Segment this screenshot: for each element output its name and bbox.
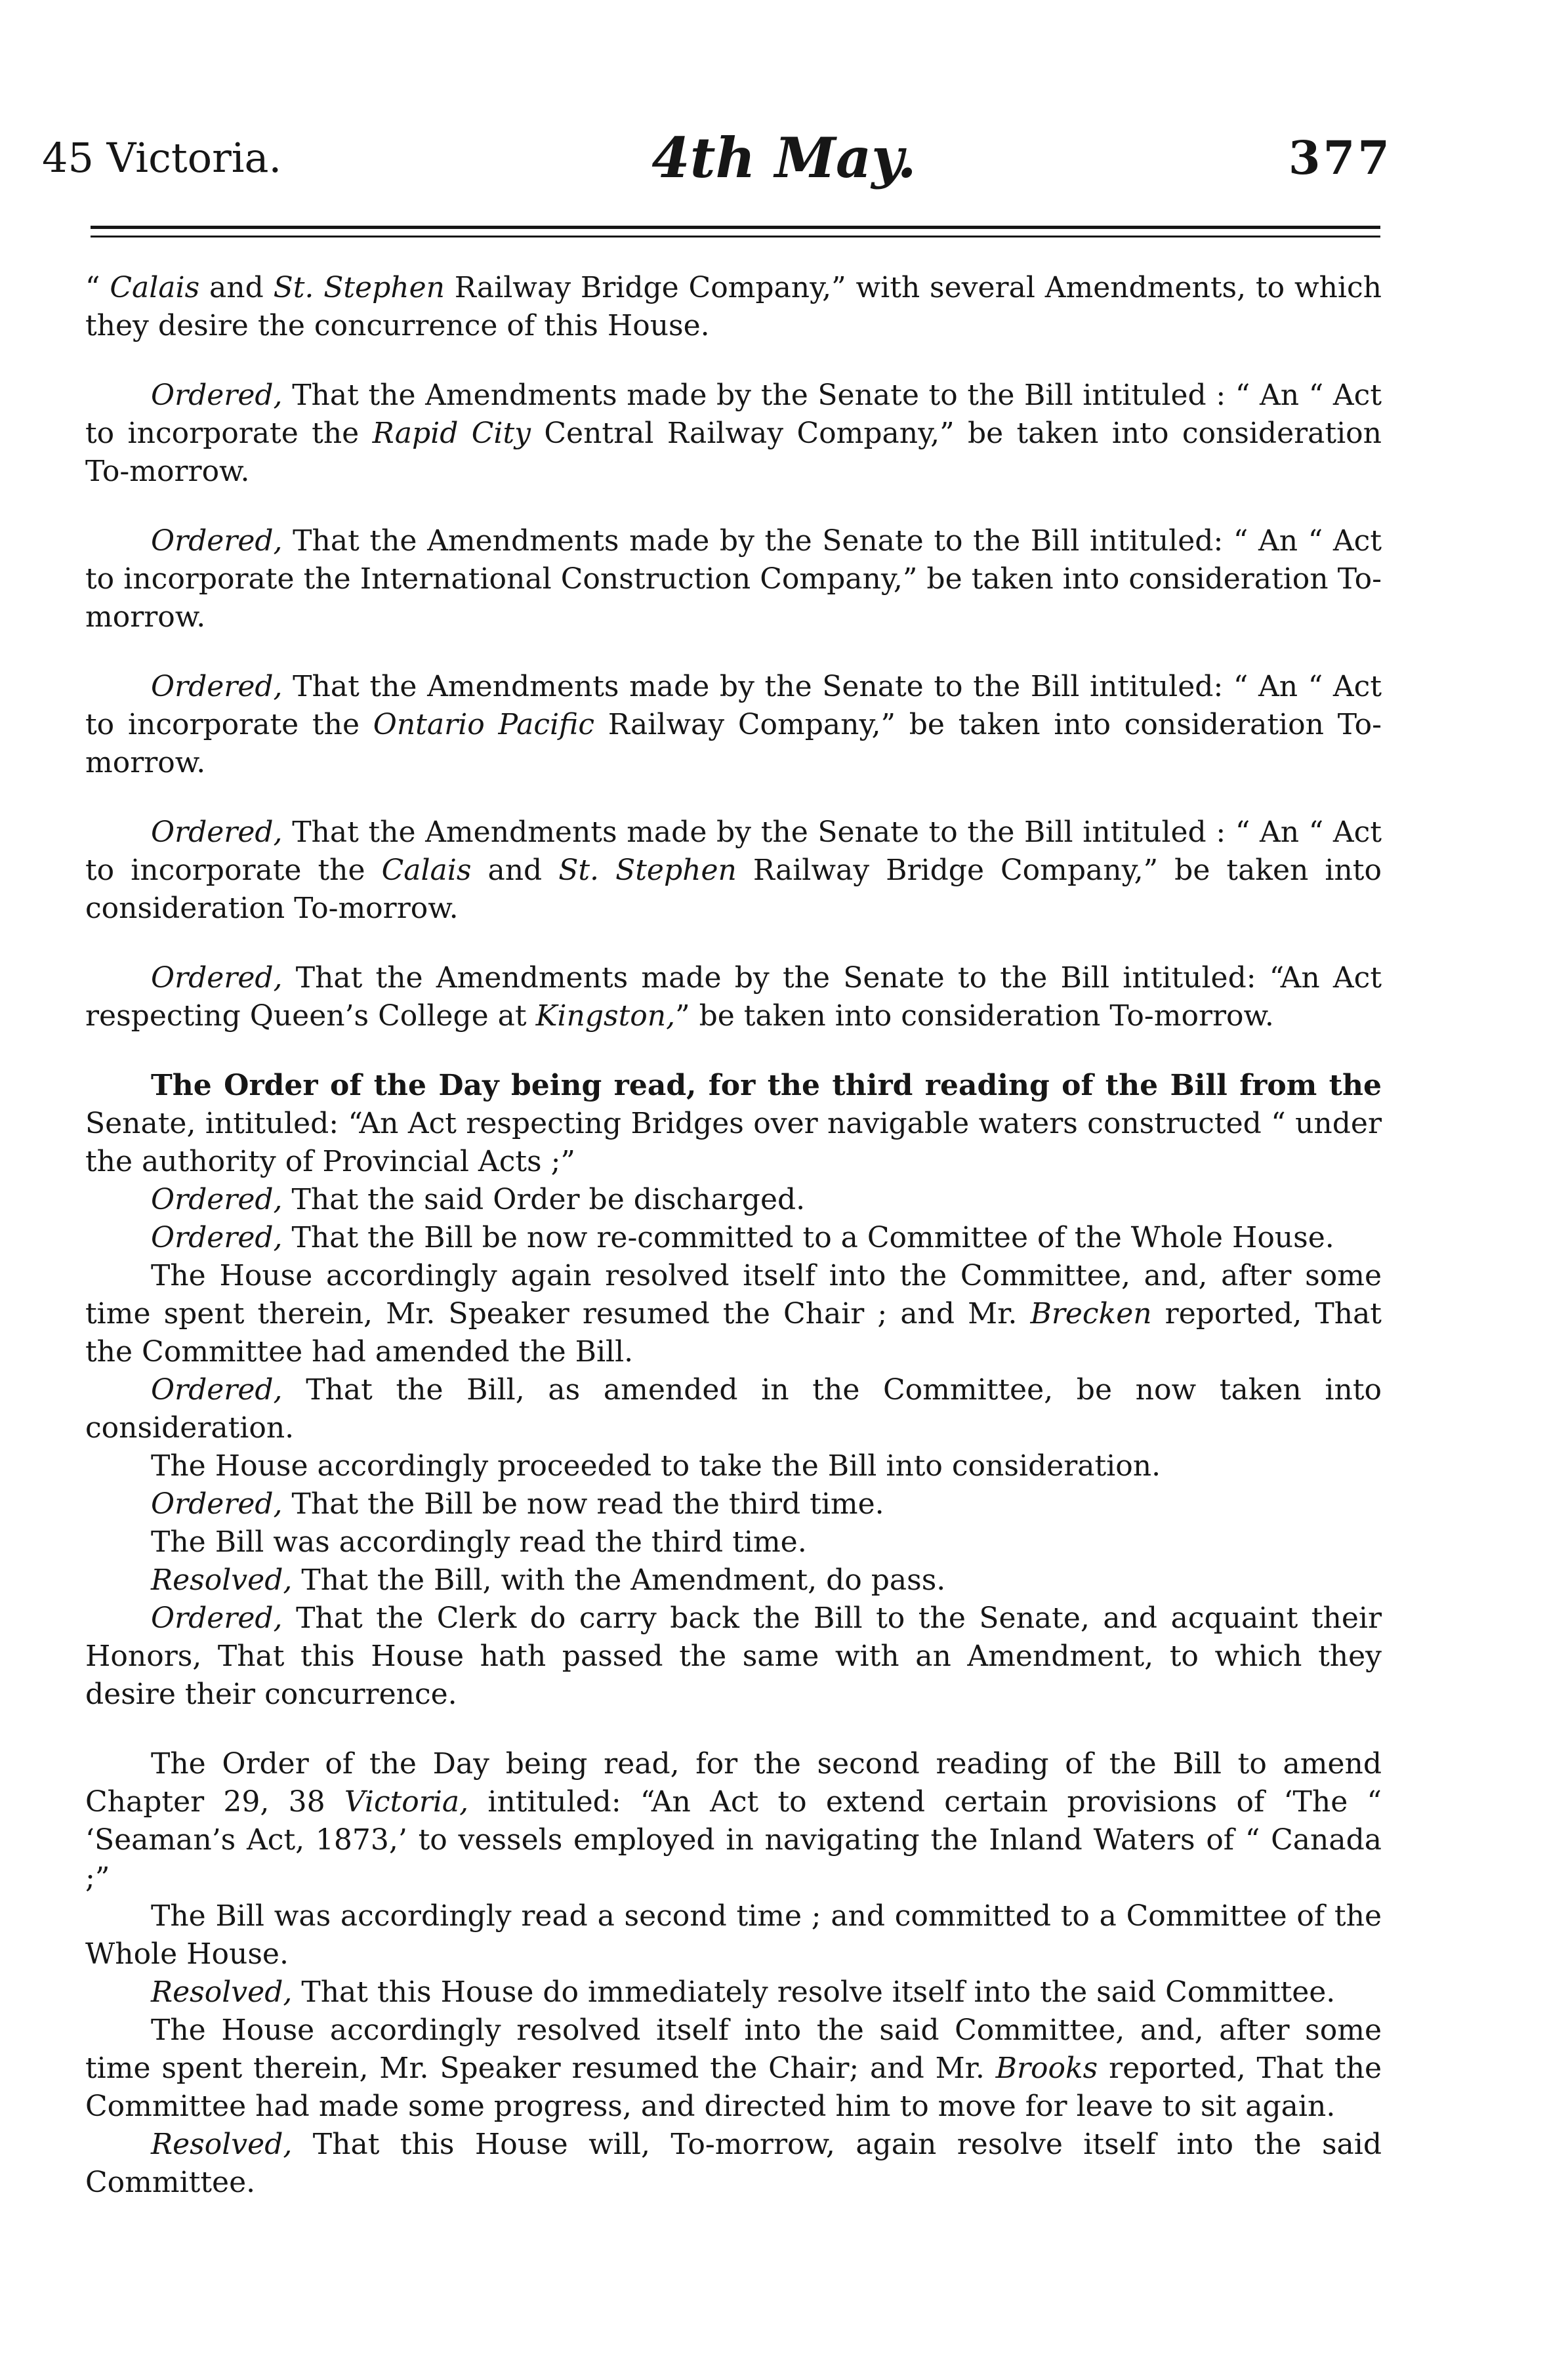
text-run: Brooks bbox=[995, 2052, 1098, 2085]
text-run: “ bbox=[85, 271, 110, 304]
text-run: reported, That the Committee had amended the Bill. bbox=[85, 1297, 1382, 1369]
text-run: St. Stephen bbox=[273, 271, 445, 304]
paragraph bbox=[85, 1181, 1382, 1219]
text-run: Calais bbox=[381, 854, 472, 887]
page-number: 377 bbox=[1288, 131, 1392, 185]
text-run: Brecken bbox=[1030, 1297, 1152, 1331]
text-run: Central Railway Company,” be taken into consideration To-morrow. bbox=[85, 417, 1382, 488]
text-run: Kingston, bbox=[535, 999, 676, 1033]
text-run: That the Amendments made by the Senate to the Bill intituled: “An Act respecting Queen’s College at bbox=[85, 961, 1382, 1033]
paragraph bbox=[85, 1067, 1382, 1181]
text-run: The House accordingly resolved itself into the said Committee, and, after some time spent therein, Mr. Speaker resumed the Chair; and Mr. bbox=[85, 2013, 1382, 2085]
paragraph bbox=[85, 1897, 1382, 1973]
text-run: Ordered, bbox=[151, 379, 283, 412]
text-run: That this House will, To-morrow, again resolve itself into the said Committee. bbox=[85, 2128, 1382, 2199]
text-run: Ordered, bbox=[151, 1487, 283, 1521]
text-run: That the Bill be now read the third time. bbox=[282, 1487, 884, 1521]
text-run: The Order of the Day being read, for the third reading of the Bill from the bbox=[151, 1069, 1382, 1102]
paragraph bbox=[85, 1600, 1382, 1714]
text-run: Ordered, bbox=[151, 1373, 283, 1407]
journal-body bbox=[85, 269, 1382, 2202]
text-run: Ordered, bbox=[151, 961, 283, 995]
text-run: That the Amendments made by the Senate to the Bill intituled: “ An “ Act to incorporate the bbox=[85, 670, 1382, 741]
text-run: Senate, intituled: “An Act respecting Bridges over navigable waters constructed “ under the authority of Provincial Acts ;” bbox=[85, 1107, 1382, 1178]
paragraph bbox=[85, 1523, 1382, 1561]
paragraph bbox=[85, 2012, 1382, 2126]
text-run: That the Amendments made by the Senate to the Bill intituled : “ An “ Act to incorporate the bbox=[85, 816, 1382, 887]
text-run: Ordered, bbox=[151, 1601, 283, 1635]
text-run: Rapid City bbox=[372, 417, 531, 450]
paragraph bbox=[85, 1371, 1382, 1447]
text-run: That the Bill, with the Amendment, do pass. bbox=[292, 1563, 946, 1597]
paragraph bbox=[85, 2126, 1382, 2202]
running-head-session: 45 Victoria. bbox=[42, 134, 282, 182]
text-run: Ordered, bbox=[151, 1183, 283, 1216]
paragraph bbox=[85, 668, 1382, 782]
text-run: Ordered, bbox=[151, 524, 283, 558]
text-run: Ordered, bbox=[151, 670, 283, 703]
paragraph bbox=[85, 814, 1382, 928]
text-run: Ontario Pacific bbox=[373, 708, 595, 741]
paragraph bbox=[85, 1745, 1382, 1897]
text-run: The House accordingly again resolved itself into the Committee, and, after some time spent therein, Mr. Speaker resumed the Chair ; and Mr. bbox=[85, 1259, 1382, 1331]
text-run: ” be taken into consideration To-morrow. bbox=[675, 999, 1274, 1033]
text-run: Resolved, bbox=[151, 1975, 293, 2009]
paragraph bbox=[85, 959, 1382, 1035]
text-run: That the Clerk do carry back the Bill to the Senate, and acquaint their Honors, That this House hath passed the same with an Amendment, to which they desire their concurrence. bbox=[85, 1601, 1382, 1711]
text-run: The Bill was accordingly read a second time ; and committed to a Committee of the Whole House. bbox=[85, 1899, 1382, 1971]
text-run: That the Bill, as amended in the Committee, be now taken into consideration. bbox=[85, 1373, 1382, 1445]
text-run: Railway Bridge Company,” be taken into consideration To-morrow. bbox=[85, 854, 1382, 925]
paragraph bbox=[85, 1561, 1382, 1600]
text-run: reported, That the Committee had made some progress, and directed him to move for leave to sit again. bbox=[85, 2052, 1382, 2123]
text-run: That the Amendments made by the Senate to the Bill intituled : “ An “ Act to incorporate the bbox=[85, 379, 1382, 450]
text-run: Ordered, bbox=[151, 1221, 283, 1254]
paragraph bbox=[85, 1257, 1382, 1371]
text-run: Resolved, bbox=[151, 1563, 293, 1597]
header-rule-thin bbox=[91, 236, 1380, 237]
text-run: Railway Bridge Company,” with several Amendments, to which they desire the concurrence of this House. bbox=[85, 271, 1382, 342]
text-run: That the Amendments made by the Senate to the Bill intituled: “ An “ Act to incorporate the International Construction Company,” be taken into consideration To-morrow. bbox=[85, 524, 1382, 634]
text-run: and bbox=[199, 271, 274, 304]
text-run: That this House do immediately resolve itself into the said Committee. bbox=[292, 1975, 1336, 2009]
header-rule-thick bbox=[91, 226, 1380, 229]
text-run: The House accordingly proceeded to take the Bill into consideration. bbox=[151, 1449, 1161, 1483]
paragraph bbox=[85, 1973, 1382, 2012]
paragraph bbox=[85, 269, 1382, 345]
text-run: St. Stephen bbox=[558, 854, 737, 887]
text-run: intituled: “An Act to extend certain provisions of ‘The “ ‘Seaman’s Act, 1873,’ to vessels employed in navigating the Inland Waters of “ Canada ;” bbox=[85, 1785, 1382, 1895]
text-run: The Order of the Day being read, for the second reading of the Bill to amend Chapter 29, 38 bbox=[85, 1747, 1382, 1819]
paragraph bbox=[85, 1447, 1382, 1485]
text-run: That the Bill be now re-committed to a Committee of the Whole House. bbox=[282, 1221, 1334, 1254]
text-run: Victoria, bbox=[344, 1785, 469, 1819]
text-run: Resolved, bbox=[151, 2128, 293, 2161]
running-head-date: 4th May. bbox=[651, 125, 917, 190]
text-run: The Bill was accordingly read the third time. bbox=[151, 1525, 807, 1559]
text-run: and bbox=[471, 854, 559, 887]
paragraph bbox=[85, 1485, 1382, 1523]
text-run: Calais bbox=[110, 271, 200, 304]
text-run: Ordered, bbox=[151, 816, 283, 849]
paragraph bbox=[85, 522, 1382, 636]
text-run: That the said Order be discharged. bbox=[282, 1183, 806, 1216]
paragraph bbox=[85, 1219, 1382, 1257]
paragraph bbox=[85, 377, 1382, 491]
text-run: Railway Company,” be taken into consideration To-morrow. bbox=[85, 708, 1382, 779]
